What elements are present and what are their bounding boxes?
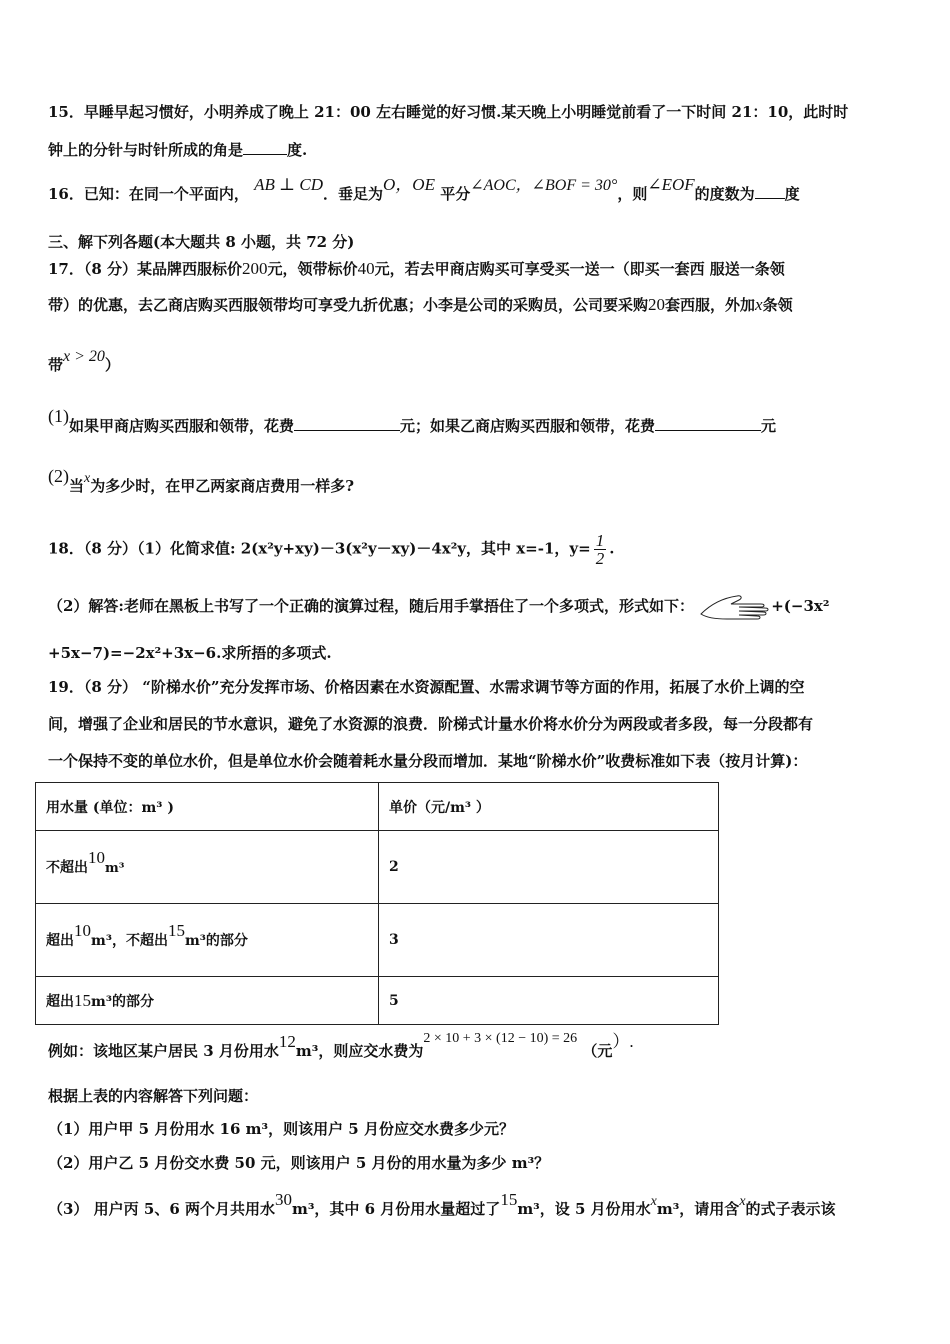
q19-line1: 19．（8 分） “阶梯水价”充分发挥市场、价格因素在水资源配置、水需求调节等方面的作用，拓展了水价上调的空 [48, 678, 805, 696]
q15-text: 钟上的分针与时针所成的角是 [48, 141, 244, 159]
table-row [36, 977, 719, 1025]
q17-var-x: x [84, 471, 91, 486]
q17-condition: x > 20 [63, 348, 105, 365]
cell-text: 超出 [46, 993, 74, 1010]
q17-price-suit: 200 [242, 259, 268, 278]
table-header-usage: 用水量 (单位：m³ ) [36, 783, 379, 831]
q16-math-perp: AB ⊥ CD [254, 175, 323, 194]
sub3-number: 30 [274, 1190, 292, 1209]
q17-text: 如果甲商店购买西服和领带，花费 [69, 417, 295, 435]
q18-line2 [48, 592, 829, 622]
q18-text: . [609, 539, 615, 558]
table-cell-price: 2 [379, 831, 719, 904]
q16-text: ，则 [617, 185, 648, 203]
q17-suit-count: 20 [648, 295, 666, 314]
q17-blank-a[interactable] [294, 416, 400, 431]
q17-text: 元 [761, 417, 777, 435]
sub3-text: m³，请用含 [656, 1200, 740, 1218]
q16-text: 度 [784, 185, 800, 203]
q15-line2 [48, 139, 307, 161]
q17-text: 当 [69, 477, 85, 495]
cell-number: 10 [74, 921, 91, 940]
example-formula: 2 × 10 + 3 × (12 − 10) = 26 [423, 1031, 578, 1046]
q18-text: （2）解答:老师在黑板上书写了一个正确的演算过程，随后用手掌捂住了一个多项式，形式如下： [48, 597, 694, 615]
sub3-var-x: x [739, 1194, 746, 1209]
q17-sub1 [48, 406, 777, 437]
sub3-text: m³，设 5 月份用水 [517, 1200, 651, 1218]
q17-text: 元，若去甲商店购买可享受买一送一（即买一套西 服送一条领 [374, 260, 785, 278]
q15-line1: 15．早睡早起习惯好，小明养成了晚上 21：00 左右睡觉的好习惯.某天晚上小明睡觉前看了一下时间 21：10，此时时 [48, 103, 849, 121]
q16-line [48, 175, 800, 206]
cell-text: 不超出 [46, 860, 88, 876]
q16-text: 平分 [440, 185, 471, 203]
q18-text: +(−3x² [771, 597, 830, 615]
table-row [36, 904, 719, 977]
sub3-text: 的式子表示该 [745, 1200, 836, 1218]
water-price-table [35, 782, 719, 1025]
table-cell-usage [36, 904, 379, 977]
cell-text: m³，不超出 [91, 933, 168, 949]
table-cell-usage [36, 831, 379, 904]
q19-sub2: （2）用户乙 5 月份交水费 50 元，则该用户 5 月份的用水量为多少 m³？ [48, 1154, 550, 1172]
cell-unit: m³ [105, 861, 125, 876]
table-cell-price: 3 [379, 904, 719, 977]
cell-text: 超出 [46, 933, 74, 949]
q19-line3: 一个保持不变的单位水价，但是单位水价会随着耗水量分段而增加．某地“阶梯水价”收费标准如下表（按月计算)： [48, 752, 808, 770]
q17-text: 为多少时，在甲乙两家商店费用一样多? [90, 477, 355, 495]
example-text: ）. [612, 1032, 634, 1051]
sub3-text: （3） 用户丙 5、6 两个月共用水 [48, 1200, 275, 1218]
cell-number: 10 [88, 848, 105, 867]
sub3-var-x: x [650, 1194, 657, 1209]
q18-frac-num: 1 [595, 531, 605, 550]
table-header-price: 单价（元/m³ ） [379, 783, 719, 831]
q16-math-o: O，OE [383, 175, 435, 194]
q19-sub3 [48, 1190, 836, 1222]
q15-unit: 度. [287, 141, 308, 159]
q17-text: 17．（8 分）某品牌西服标价 [48, 260, 243, 278]
example-text: 例如：该地区某户居民 3 月份用水 [48, 1042, 279, 1060]
table-cell-usage [36, 977, 379, 1025]
q19-sub1: （1）用户甲 5 月份用水 16 m³，则该用户 5 月份应交水费多少元？ [48, 1120, 514, 1138]
q18-line1 [48, 532, 614, 567]
q16-text: 的度数为 [694, 185, 755, 203]
q17-blank-b[interactable] [655, 416, 761, 431]
palm-hand-icon [699, 592, 771, 622]
q15-answer-blank[interactable] [243, 140, 287, 155]
table-cell-price: 5 [379, 977, 719, 1025]
q17-sub1-number: (1) [48, 406, 69, 426]
q17-price-tie: 40 [357, 259, 375, 278]
q17-text: 带 [48, 356, 64, 374]
table-row [36, 831, 719, 904]
q17-text: 元；如果乙商店购买西服和领带，花费 [400, 417, 656, 435]
q17-var-x: x [755, 295, 763, 314]
example-text: （元 [582, 1042, 613, 1060]
q19-intro: 根据上表的内容解答下列问题： [48, 1087, 259, 1105]
q17-sub2 [48, 466, 355, 499]
q16-text: 16．已知：在同一个平面内， [48, 185, 249, 203]
table-header-row [36, 783, 719, 831]
sub3-number: 15 [500, 1190, 518, 1209]
q16-math-angles: ∠AOC，∠BOF = 30° [470, 177, 618, 194]
q17-line2 [48, 294, 793, 316]
example-number: 12 [278, 1032, 296, 1051]
q17-text: 带）的优惠，去乙商店购买西服领带均可享受九折优惠；小李是公司的采购员，公司要采购 [48, 296, 649, 314]
cell-text: m³的部分 [184, 933, 248, 949]
q17-text: 条领 [762, 296, 793, 314]
q17-line3 [48, 348, 120, 377]
q18-line3: +5x−7)=−2x²+3x−6.求所捂的多项式. [48, 644, 332, 662]
q17-line1 [48, 258, 785, 280]
cell-text: m³的部分 [91, 993, 154, 1010]
q17-text: ） [104, 356, 120, 374]
cell-number: 15 [74, 990, 91, 1010]
q16-text: ．垂足为 [323, 185, 384, 203]
q17-text: 套西服，外加 [665, 296, 756, 314]
q18-frac-den: 2 [595, 549, 605, 568]
q17-sub2-number: (2) [48, 466, 69, 486]
q19-example [48, 1031, 634, 1064]
q16-math-eof: ∠EOF [647, 175, 695, 194]
section-heading: 三、解下列各题(本大题共 8 小题，共 72 分) [48, 233, 355, 251]
example-text: m³，则应交水费为 [295, 1042, 424, 1060]
q16-answer-blank[interactable] [755, 184, 785, 199]
q18-text: 18．（8 分）（1）化简求值: 2(x²y+xy)－3(x²y－xy)－4x²y，其中 x=-1，y= [48, 539, 591, 558]
sub3-text: m³，其中 6 月份用水量超过了 [291, 1200, 501, 1218]
cell-number: 15 [167, 921, 185, 940]
q19-line2: 间，增强了企业和居民的节水意识，避免了水资源的浪费．阶梯式计量水价将水价分为两段或者多段，每一分段都有 [48, 715, 814, 733]
q17-text: 元，领带标价 [267, 260, 358, 278]
q18-fraction [594, 532, 607, 567]
